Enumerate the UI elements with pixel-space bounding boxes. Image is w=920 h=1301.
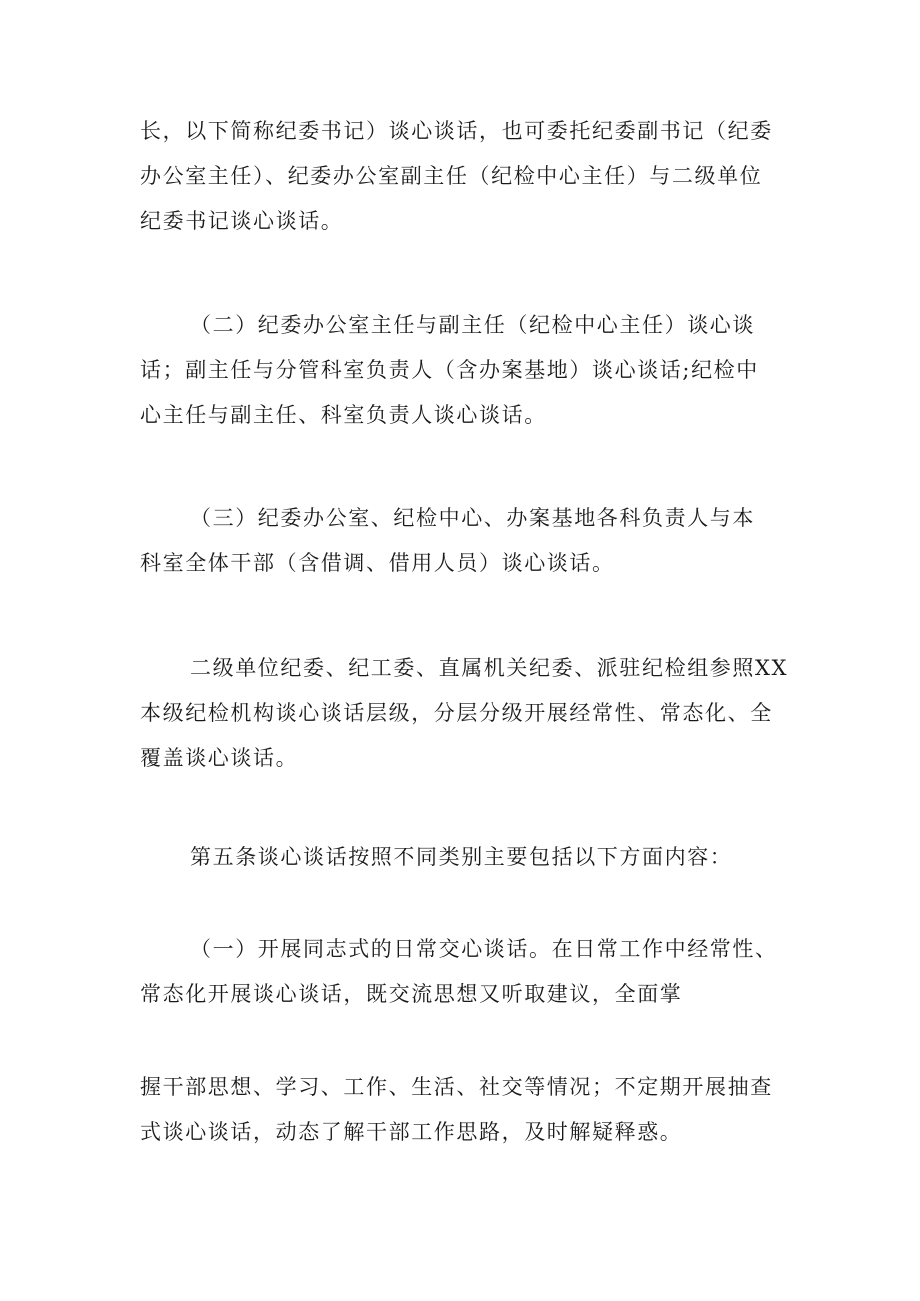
paragraph-line: 握干部思想、学习、工作、生活、社交等情况；不定期开展抽查: [140, 1075, 773, 1099]
paragraph-item-1: [140, 927, 800, 1017]
paragraph-line: 长，以下简称纪委书记）谈心谈话，也可委托纪委副书记（纪委: [140, 119, 773, 143]
paragraph-item-2: [140, 303, 800, 438]
paragraph-continuation: [140, 109, 800, 244]
paragraph-line: 第五条谈心谈话按照不同类别主要包括以下方面内容：: [190, 845, 733, 869]
paragraph-line: 话；副主任与分管科室负责人（含办案基地）谈心谈话;纪检中: [140, 358, 759, 382]
paragraph-line: 覆盖谈心谈话。: [140, 746, 299, 770]
paragraph-line: 二级单位纪委、纪工委、直属机关纪委、派驻纪检组参照XX: [190, 656, 789, 680]
paragraph-item-3: [140, 496, 800, 586]
paragraph-line: 式谈心谈话，动态了解干部工作思路，及时解疑释惑。: [140, 1120, 683, 1144]
paragraph-line: （三）纪委办公室、纪检中心、办案基地各科负责人与本: [190, 506, 755, 530]
paragraph-line: 心主任与副主任、科室负责人谈心谈话。: [140, 403, 547, 427]
paragraph-secondary-units: [140, 646, 800, 781]
paragraph-line: 本级纪检机构谈心谈话层级，分层分级开展经常性、常态化、全: [140, 701, 773, 725]
paragraph-line: （二）纪委办公室主任与副主任（纪检中心主任）谈心谈: [190, 313, 755, 337]
paragraph-line: 常态化开展谈心谈话，既交流思想又听取建议，全面掌: [140, 982, 683, 1006]
paragraph-line: 办公室主任）、纪委办公室副主任（纪检中心主任）与二级单位: [140, 164, 763, 188]
paragraph-line: 科室全体干部（含借调、借用人员）谈心谈话。: [140, 551, 615, 575]
paragraph-line: （一）开展同志式的日常交心谈话。在日常工作中经常性、: [190, 937, 778, 961]
paragraph-item-1-continued: [140, 1065, 800, 1155]
article-five-heading: [140, 835, 800, 880]
paragraph-line: 纪委书记谈心谈话。: [140, 209, 344, 233]
